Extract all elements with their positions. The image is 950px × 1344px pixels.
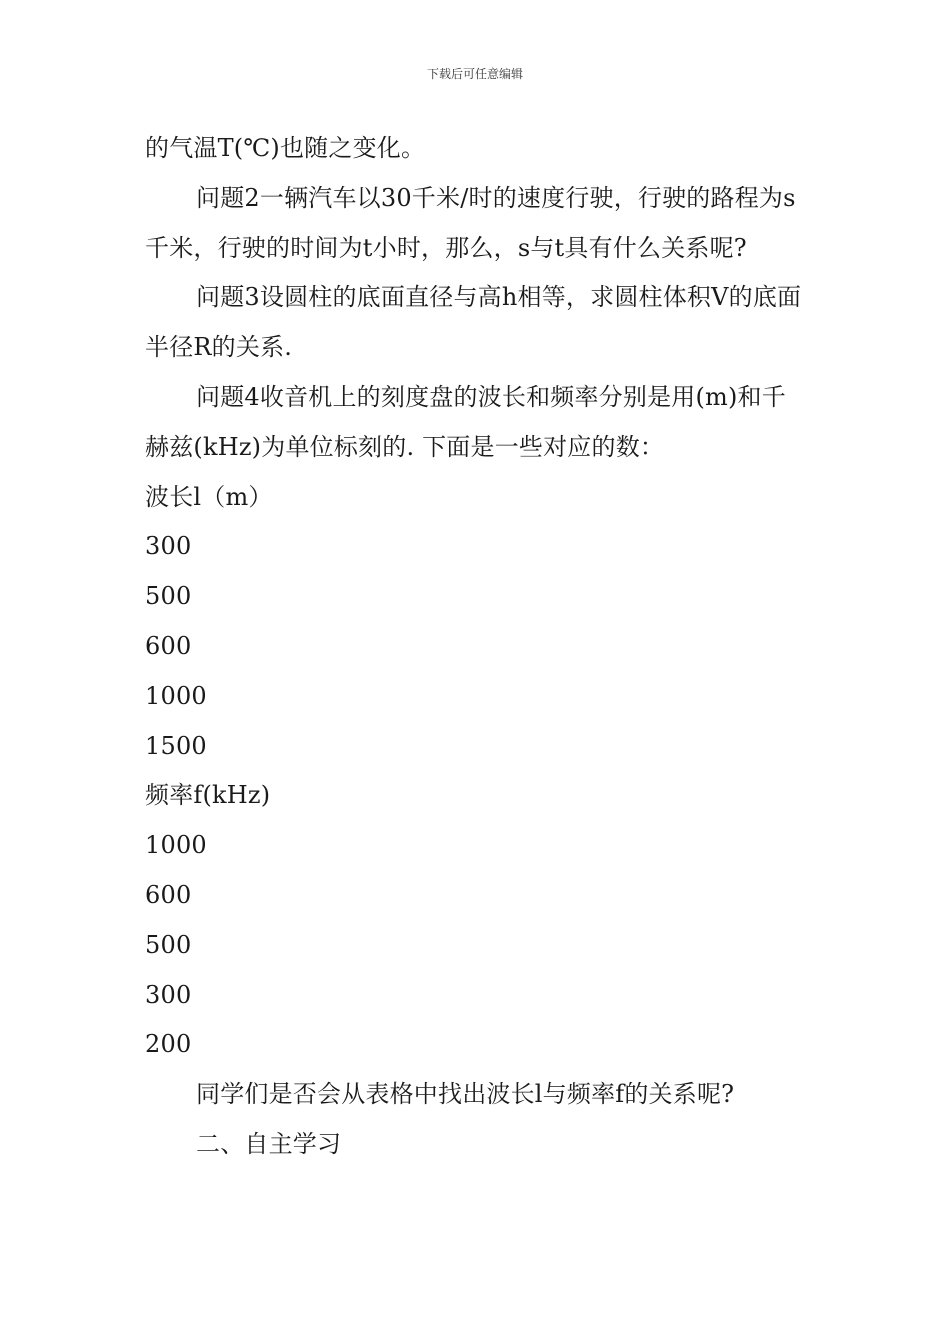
frequency-value: 300 [145, 980, 192, 1009]
wavelength-value: 300 [145, 532, 192, 561]
frequency-value: 200 [145, 1030, 192, 1059]
frequency-value: 500 [145, 930, 192, 959]
problem-4: 问题4收音机上的刻度盘的波长和频率分别是用(m)和千赫兹(kHz)为单位标刻的. 下面是一些对应的数： [145, 382, 786, 461]
problem-3: 问题3设圆柱的底面直径与高h相等，求圆柱体积V的底面半径R的关系. [145, 283, 802, 362]
frequency-header: 频率f(kHz) [145, 781, 271, 810]
paragraph-continuation: 的气温T(℃)也随之变化。 [145, 134, 426, 162]
wavelength-header: 波长l（m） [145, 482, 273, 511]
wavelength-value: 500 [145, 582, 192, 611]
wavelength-value: 1500 [145, 731, 207, 760]
relationship-question: 同学们是否会从表格中找出波长l与频率f的关系呢? [196, 1080, 735, 1109]
frequency-value: 600 [145, 880, 192, 909]
wavelength-value: 1000 [145, 681, 207, 710]
document-body [145, 124, 810, 1170]
section-heading: 二、自主学习 [196, 1129, 342, 1158]
problem-2: 问题2一辆汽车以30千米/时的速度行驶，行驶的路程为s千米，行驶的时间为t小时，那么，s与t具有什么关系呢? [145, 183, 796, 262]
page-header: 下载后可任意编辑 [426, 67, 523, 81]
wavelength-value: 600 [145, 631, 192, 660]
frequency-value: 1000 [145, 831, 207, 860]
